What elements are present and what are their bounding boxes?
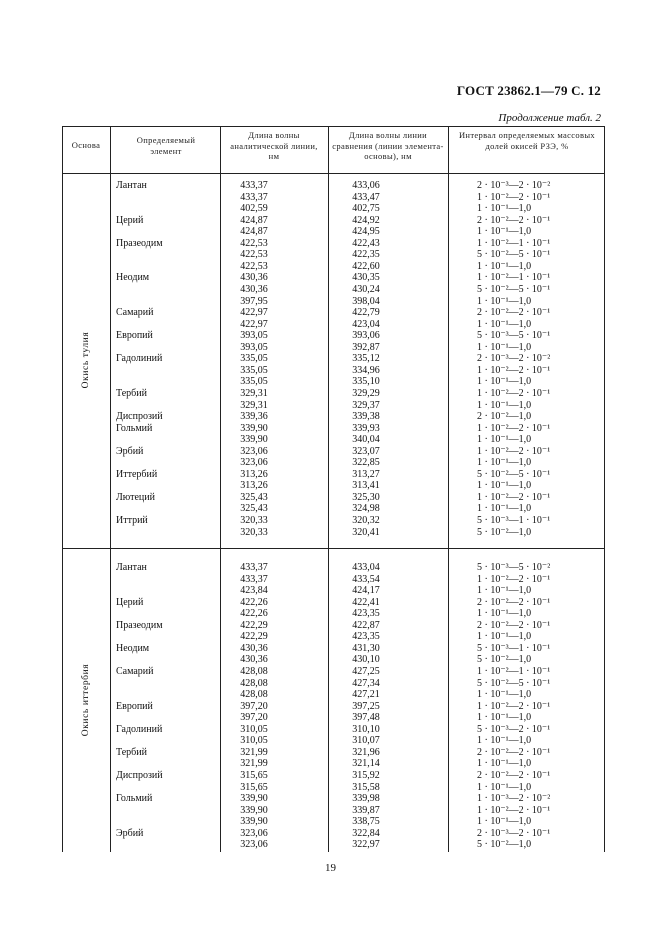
wl-reference-cell: 422,41 [352,596,380,608]
interval-cell: 1 · 10⁻²—2 · 10⁻¹ [477,573,551,585]
wl-analytical-cell: 430,36 [240,272,268,284]
wl-analytical-cell: 422,53 [240,237,268,249]
table-row [62,411,604,423]
wl-reference-cell: 433,06 [352,180,380,191]
interval-cell: 1 · 10⁻¹—1,0 [477,781,532,793]
wl-reference-cell: 315,92 [352,769,380,781]
wl-analytical-cell: 433,37 [240,191,268,203]
table-row [62,203,604,215]
wl-analytical-cell: 323,06 [240,839,268,851]
wl-reference-cell: 329,37 [352,399,380,411]
table-row [62,712,604,724]
wl-analytical-cell: 422,53 [240,260,268,272]
data-table [62,126,604,852]
table-row [62,701,604,713]
interval-cell: 2 · 10⁻²—1,0 [477,411,532,422]
interval-cell: 5 · 10⁻²—5 · 10⁻¹ [477,468,551,480]
wl-analytical-cell: 325,43 [240,503,268,515]
table-row [62,469,604,481]
interval-cell: 5 · 10⁻²—5 · 10⁻¹ [477,249,551,261]
interval-cell: 1 · 10⁻²—1 · 10⁻¹ [477,237,551,249]
interval-cell: 1 · 10⁻¹—1,0 [477,631,532,643]
interval-cell: 5 · 10⁻³—1 · 10⁻¹ [477,642,551,654]
table-row [62,261,604,273]
table-row [62,620,604,632]
wl-analytical-cell: 323,06 [240,827,268,839]
wl-reference-cell: 393,06 [352,330,380,342]
interval-cell: 1 · 10⁻¹—1,0 [477,503,532,515]
wl-analytical-cell: 339,90 [240,816,268,828]
table-row [62,678,604,690]
interval-cell: 1 · 10⁻¹—1,0 [477,376,532,388]
table-row [62,319,604,331]
wl-analytical-cell: 397,95 [240,295,268,307]
interval-cell: 1 · 10⁻¹—1,0 [477,758,532,770]
interval-cell: 2 · 10⁻³—2 · 10⁻² [477,180,551,191]
wl-analytical-cell: 325,43 [240,491,268,503]
interval-cell: 1 · 10⁻¹—1,0 [477,260,532,272]
table-row [62,562,604,574]
table-row [62,515,604,527]
table-row [62,226,604,238]
wl-reference-cell: 431,30 [352,642,380,654]
wl-analytical-cell: 320,33 [240,515,268,526]
interval-cell: 5 · 10⁻³—5 · 10⁻² [477,562,551,573]
wl-reference-cell: 423,04 [352,318,380,330]
wl-analytical-cell: 428,08 [240,689,268,700]
element-cell: Неодим [116,272,150,284]
interval-cell: 1 · 10⁻¹—1,0 [477,318,532,330]
interval-cell: 5 · 10⁻²—1,0 [477,839,532,851]
wl-reference-cell: 427,25 [352,666,380,677]
wl-reference-cell: 422,79 [352,307,380,319]
wl-analytical-cell: 397,20 [240,700,268,712]
element-cell: Церий [116,214,144,226]
wl-analytical-cell: 339,90 [240,804,268,816]
wl-analytical-cell: 422,26 [240,596,268,608]
wl-reference-cell: 338,75 [352,816,380,828]
table-row [62,330,604,342]
wl-reference-cell: 424,17 [352,585,380,597]
interval-cell: 5 · 10⁻³—1 · 10⁻¹ [477,515,551,526]
element-cell: Тербий [116,387,147,399]
wl-reference-cell: 397,25 [352,700,380,712]
interval-cell: 1 · 10⁻²—2 · 10⁻¹ [477,445,551,457]
table-row [62,839,604,851]
interval-cell: 2 · 10⁻²—2 · 10⁻¹ [477,746,551,758]
interval-cell: 1 · 10⁻²—1 · 10⁻¹ [477,272,551,284]
interval-cell: 1 · 10⁻¹—1,0 [477,341,532,353]
group-separator-rule [62,548,604,549]
wl-reference-cell: 321,96 [352,746,380,758]
table-row [62,400,604,412]
interval-cell: 1 · 10⁻²—2 · 10⁻¹ [477,804,551,816]
table-row [62,249,604,261]
interval-cell: 2 · 10⁻²—2 · 10⁻¹ [477,596,551,608]
wl-reference-cell: 398,04 [352,295,380,307]
table-row [62,758,604,770]
wl-analytical-cell: 422,53 [240,249,268,261]
element-cell: Эрбий [116,445,144,457]
wl-analytical-cell: 428,08 [240,666,268,677]
wl-reference-cell: 329,29 [352,387,380,399]
wl-reference-cell: 340,04 [352,434,380,446]
wl-reference-cell: 422,87 [352,619,380,631]
interval-cell: 2 · 10⁻²—2 · 10⁻¹ [477,214,551,226]
base-label-thulium-oxide: Окись тулия [81,331,91,389]
wl-analytical-cell: 423,84 [240,585,268,597]
interval-cell: 1 · 10⁻³—2 · 10⁻² [477,793,551,804]
interval-cell: 2 · 10⁻³—2 · 10⁻² [477,353,551,365]
wl-analytical-cell: 335,05 [240,376,268,388]
wl-analytical-cell: 329,31 [240,387,268,399]
table-row [62,631,604,643]
interval-cell: 1 · 10⁻²—2 · 10⁻¹ [477,191,551,203]
interval-cell: 2 · 10⁻²—2 · 10⁻¹ [477,307,551,319]
wl-reference-cell: 339,98 [352,793,380,804]
element-cell: Лантан [116,180,147,191]
wl-analytical-cell: 339,90 [240,422,268,434]
wl-reference-cell: 402,75 [352,203,380,215]
wl-reference-cell: 397,48 [352,712,380,724]
table-row [62,816,604,828]
wl-reference-cell: 335,12 [352,353,380,365]
element-cell: Иттербий [116,468,158,480]
wl-reference-cell: 433,54 [352,573,380,585]
table-row [62,215,604,227]
interval-cell: 1 · 10⁻¹—1,0 [477,295,532,307]
interval-cell: 2 · 10⁻³—2 · 10⁻¹ [477,827,551,839]
wl-analytical-cell: 428,08 [240,677,268,689]
wl-reference-cell: 323,07 [352,445,380,457]
element-cell: Диспрозий [116,411,163,422]
wl-analytical-cell: 430,36 [240,283,268,295]
wl-analytical-cell: 422,26 [240,608,268,620]
interval-cell: 5 · 10⁻²—1,0 [477,654,532,666]
interval-cell: 1 · 10⁻¹—1,0 [477,689,532,700]
wl-reference-cell: 430,35 [352,272,380,284]
interval-cell: 1 · 10⁻¹—1,0 [477,203,532,215]
wl-analytical-cell: 422,97 [240,318,268,330]
wl-analytical-cell: 433,37 [240,562,268,573]
table-row [62,492,604,504]
wl-analytical-cell: 310,05 [240,723,268,735]
interval-cell: 1 · 10⁻²—2 · 10⁻¹ [477,700,551,712]
interval-cell: 5 · 10⁻²—5 · 10⁻¹ [477,283,551,295]
header-bottom-rule [62,173,604,174]
header-element: Определяемый элемент [136,135,196,156]
header-wl-analytical: Длина волны аналитической линии, нм [230,130,318,161]
wl-reference-cell: 310,10 [352,723,380,735]
header-base: Основа [71,140,101,150]
wl-analytical-cell: 430,36 [240,654,268,666]
table-row [62,365,604,377]
col-rule-right [604,126,605,852]
header-interval: Интервал определяемых массовых долей окисей РЗЭ, % [458,130,596,151]
interval-cell: 1 · 10⁻¹—1,0 [477,585,532,597]
standard-header: ГОСТ 23862.1—79 С. 12 [456,83,601,98]
wl-analytical-cell: 433,37 [240,180,268,191]
interval-cell: 1 · 10⁻¹—1,0 [477,226,532,238]
table-row [62,480,604,492]
wl-reference-cell: 422,43 [352,237,380,249]
table-row [62,643,604,655]
wl-analytical-cell: 335,05 [240,364,268,376]
wl-reference-cell: 430,10 [352,654,380,666]
table-row [62,446,604,458]
table-row [62,342,604,354]
wl-reference-cell: 325,30 [352,491,380,503]
element-cell: Гадолиний [116,353,163,365]
table-row [62,782,604,794]
wl-analytical-cell: 430,36 [240,642,268,654]
wl-analytical-cell: 424,87 [240,214,268,226]
wl-reference-cell: 334,96 [352,364,380,376]
element-cell: Гадолиний [116,723,163,735]
wl-analytical-cell: 393,05 [240,341,268,353]
wl-reference-cell: 315,58 [352,781,380,793]
element-cell: Европий [116,700,153,712]
table-row [62,527,604,539]
wl-reference-cell: 313,41 [352,480,380,492]
table-row [62,793,604,805]
element-cell: Лютеций [116,491,155,503]
table-row [62,608,604,620]
table-row [62,307,604,319]
wl-analytical-cell: 397,20 [240,712,268,724]
table-row [62,770,604,782]
element-cell: Гольмий [116,422,153,434]
table-row [62,585,604,597]
wl-analytical-cell: 329,31 [240,399,268,411]
table-row [62,666,604,678]
interval-cell: 1 · 10⁻²—2 · 10⁻¹ [477,364,551,376]
interval-cell: 1 · 10⁻¹—1,0 [477,480,532,492]
table-row [62,457,604,469]
element-cell: Гольмий [116,793,153,804]
interval-cell: 1 · 10⁻¹—1,0 [477,434,532,446]
wl-analytical-cell: 321,99 [240,758,268,770]
table-row [62,503,604,515]
base-label-ytterbium-oxide: Окись иттербия [81,663,91,737]
interval-cell: 5 · 10⁻³—2 · 10⁻¹ [477,723,551,735]
table-row [62,597,604,609]
element-cell: Эрбий [116,827,144,839]
wl-reference-cell: 320,32 [352,515,380,526]
table-row [62,272,604,284]
table-row [62,388,604,400]
table-row [62,284,604,296]
element-cell: Самарий [116,307,154,319]
wl-reference-cell: 430,24 [352,283,380,295]
table-row [62,654,604,666]
table-row [62,353,604,365]
wl-analytical-cell: 320,33 [240,526,268,538]
wl-analytical-cell: 315,65 [240,781,268,793]
table-row [62,805,604,817]
interval-cell: 1 · 10⁻¹—1,0 [477,735,532,747]
interval-cell: 1 · 10⁻²—2 · 10⁻¹ [477,491,551,503]
wl-reference-cell: 392,87 [352,341,380,353]
interval-cell: 2 · 10⁻²—2 · 10⁻¹ [477,769,551,781]
wl-analytical-cell: 422,29 [240,631,268,643]
interval-cell: 1 · 10⁻²—2 · 10⁻¹ [477,387,551,399]
element-cell: Празеодим [116,237,163,249]
wl-reference-cell: 320,41 [352,526,380,538]
wl-analytical-cell: 335,05 [240,353,268,365]
element-cell: Церий [116,596,144,608]
interval-cell: 5 · 10⁻²—1,0 [477,526,532,538]
wl-reference-cell: 423,35 [352,631,380,643]
wl-reference-cell: 433,47 [352,191,380,203]
wl-analytical-cell: 313,26 [240,480,268,492]
wl-reference-cell: 433,04 [352,562,380,573]
interval-cell: 5 · 10⁻³—5 · 10⁻¹ [477,330,551,342]
wl-reference-cell: 427,34 [352,677,380,689]
interval-cell: 2 · 10⁻²—2 · 10⁻¹ [477,619,551,631]
element-cell: Празеодим [116,619,163,631]
wl-reference-cell: 423,35 [352,608,380,620]
wl-analytical-cell: 339,90 [240,434,268,446]
interval-cell: 1 · 10⁻¹—1,0 [477,399,532,411]
wl-reference-cell: 324,98 [352,503,380,515]
wl-analytical-cell: 321,99 [240,746,268,758]
table-row [62,423,604,435]
table-row [62,296,604,308]
table-row [62,238,604,250]
wl-reference-cell: 427,21 [352,689,380,700]
wl-reference-cell: 335,10 [352,376,380,388]
interval-cell: 1 · 10⁻¹—1,0 [477,457,532,469]
table-row [62,689,604,701]
element-cell: Диспрозий [116,769,163,781]
table-row [62,574,604,586]
wl-analytical-cell: 315,65 [240,769,268,781]
wl-analytical-cell: 313,26 [240,468,268,480]
wl-analytical-cell: 402,59 [240,203,268,215]
table-row [62,180,604,192]
table-row [62,828,604,840]
wl-reference-cell: 310,07 [352,735,380,747]
header-wl-reference: Длина волны линии сравнения (линии элемента-основы), нм [332,130,444,161]
wl-reference-cell: 424,95 [352,226,380,238]
element-cell: Тербий [116,746,147,758]
wl-analytical-cell: 422,97 [240,307,268,319]
wl-reference-cell: 422,60 [352,260,380,272]
table-top-rule [62,126,604,127]
table-continuation-note: Продолжение табл. 2 [498,112,601,124]
interval-cell: 1 · 10⁻²—2 · 10⁻¹ [477,422,551,434]
table-row [62,724,604,736]
wl-reference-cell: 339,38 [352,411,380,422]
wl-reference-cell: 339,93 [352,422,380,434]
wl-analytical-cell: 323,06 [240,445,268,457]
wl-analytical-cell: 339,90 [240,793,268,804]
wl-analytical-cell: 422,29 [240,619,268,631]
page-number: 19 [325,862,336,874]
table-row [62,735,604,747]
wl-analytical-cell: 310,05 [240,735,268,747]
wl-reference-cell: 422,35 [352,249,380,261]
wl-reference-cell: 322,97 [352,839,380,851]
wl-analytical-cell: 339,36 [240,411,268,422]
table-row [62,192,604,204]
wl-analytical-cell: 323,06 [240,457,268,469]
interval-cell: 1 · 10⁻²—1 · 10⁻¹ [477,666,551,677]
element-cell: Лантан [116,562,147,573]
interval-cell: 1 · 10⁻¹—1,0 [477,816,532,828]
table-row [62,434,604,446]
wl-analytical-cell: 393,05 [240,330,268,342]
element-cell: Неодим [116,642,150,654]
wl-reference-cell: 424,92 [352,214,380,226]
element-cell: Самарий [116,666,154,677]
interval-cell: 1 · 10⁻¹—1,0 [477,608,532,620]
table-row [62,747,604,759]
element-cell: Европий [116,330,153,342]
wl-reference-cell: 313,27 [352,468,380,480]
interval-cell: 5 · 10⁻²—5 · 10⁻¹ [477,677,551,689]
wl-analytical-cell: 433,37 [240,573,268,585]
wl-reference-cell: 322,85 [352,457,380,469]
interval-cell: 1 · 10⁻¹—1,0 [477,712,532,724]
wl-analytical-cell: 424,87 [240,226,268,238]
element-cell: Иттрий [116,515,148,526]
wl-reference-cell: 321,14 [352,758,380,770]
wl-reference-cell: 339,87 [352,804,380,816]
table-row [62,376,604,388]
wl-reference-cell: 322,84 [352,827,380,839]
